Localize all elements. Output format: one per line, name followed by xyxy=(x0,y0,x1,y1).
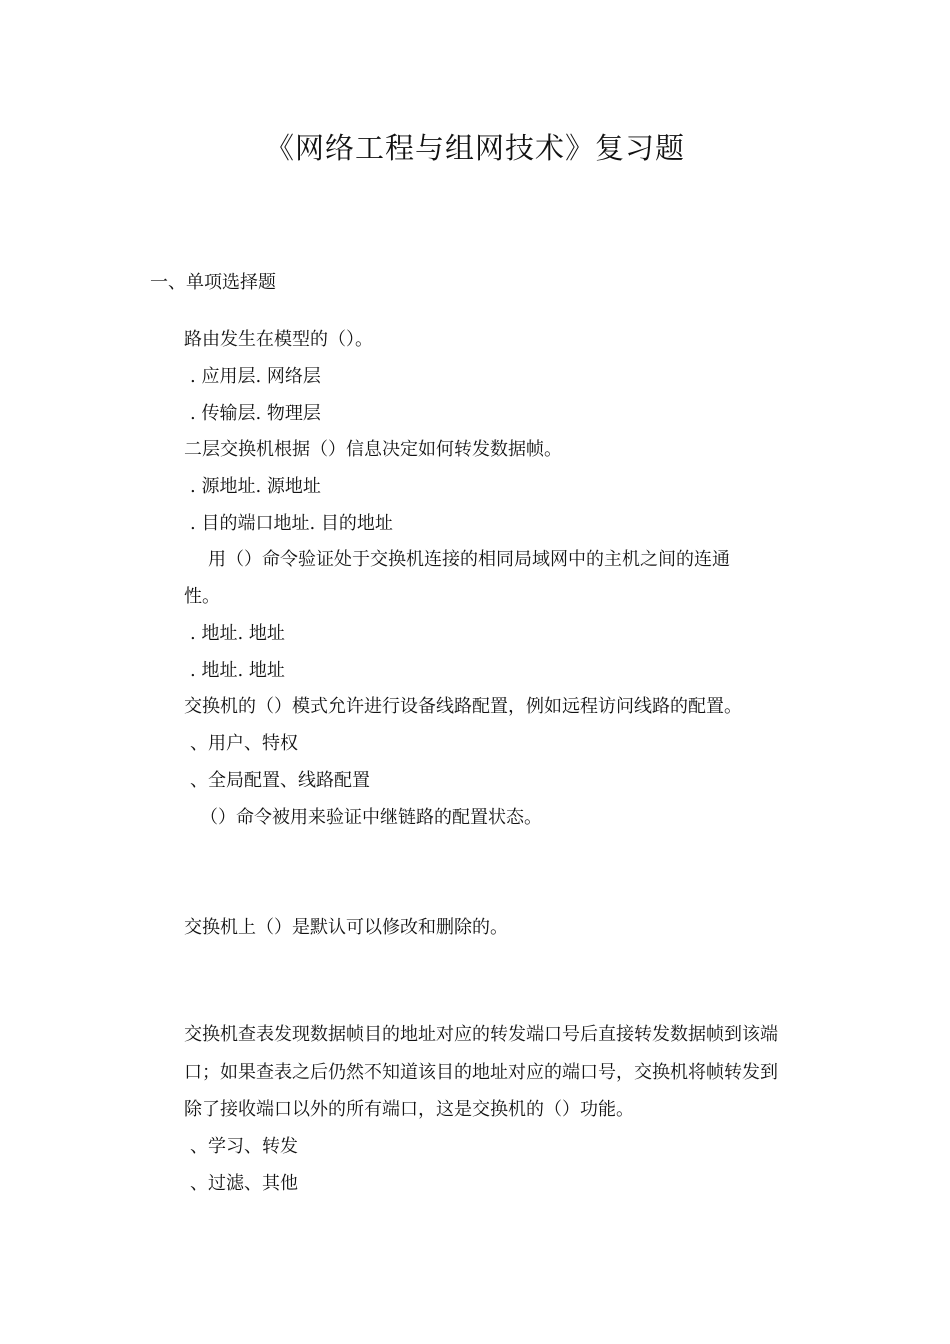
question-stem: 交换机查表发现数据帧目的地址对应的转发端口号后直接转发数据帧到该端 xyxy=(184,1024,778,1045)
question-option: 、用户、特权 xyxy=(190,733,298,754)
question-option: . 地址. 地址 xyxy=(190,623,285,644)
question-option: . 目的端口地址. 目的地址 xyxy=(190,513,393,534)
question-stem-continued: 口；如果查表之后仍然不知道该目的地址对应的端口号，交换机将帧转发到 xyxy=(184,1062,778,1083)
question-option: 、全局配置、线路配置 xyxy=(190,770,370,791)
question-option: 、过滤、其他 xyxy=(190,1173,298,1194)
question-stem: 交换机上（）是默认可以修改和删除的。 xyxy=(184,917,508,938)
question-option: 、学习、转发 xyxy=(190,1136,298,1157)
question-option: . 传输层. 物理层 xyxy=(190,403,321,424)
question-stem-continued: 性。 xyxy=(184,586,220,607)
question-stem: （）命令被用来验证中继链路的配置状态。 xyxy=(200,807,542,828)
question-stem: 用（）命令验证处于交换机连接的相同局域网中的主机之间的连通 xyxy=(208,549,730,570)
question-stem: 二层交换机根据（）信息决定如何转发数据帧。 xyxy=(184,439,562,460)
question-option: . 地址. 地址 xyxy=(190,660,285,681)
question-option: . 源地址. 源地址 xyxy=(190,476,321,497)
question-stem: 路由发生在模型的（）。 xyxy=(184,329,373,350)
question-stem: 交换机的（）模式允许进行设备线路配置，例如远程访问线路的配置。 xyxy=(184,696,742,717)
question-stem-continued: 除了接收端口以外的所有端口，这是交换机的（）功能。 xyxy=(184,1099,634,1120)
section-heading: 一、单项选择题 xyxy=(150,272,276,293)
document-title: 《网络工程与组网技术》复习题 xyxy=(264,131,685,165)
question-option: . 应用层. 网络层 xyxy=(190,366,321,387)
